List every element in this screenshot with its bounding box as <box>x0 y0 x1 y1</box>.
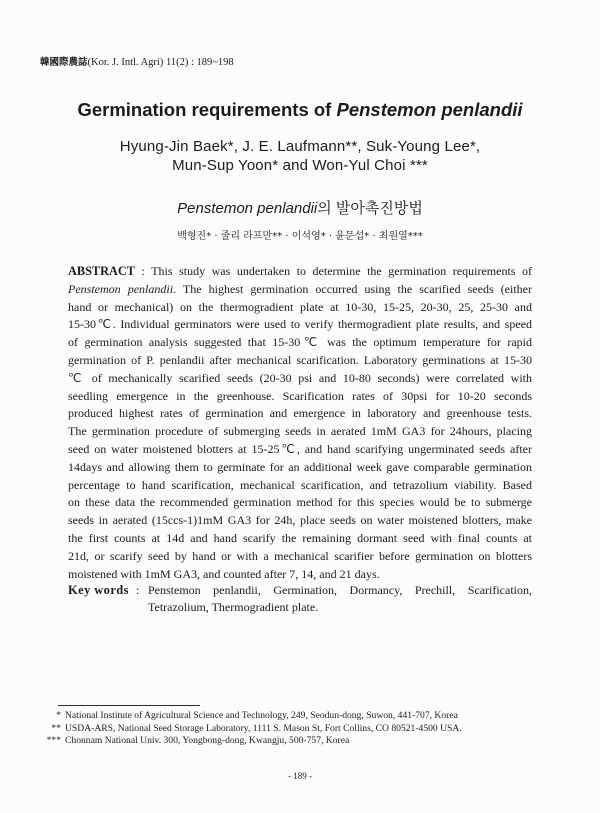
footnotes <box>40 710 462 748</box>
abstract-line: hand or mechanical) on the thermogradient plate at 10-30, 15-25, 20-30, 25, 25-30 and <box>68 299 532 314</box>
korean-title-text: 의 발아촉진방법 <box>317 200 423 217</box>
korean-title <box>0 200 600 218</box>
abstract <box>68 263 532 583</box>
abstract-label: ABSTRACT <box>68 264 135 278</box>
authors-line: Mun-Sup Yoon* and Won-Yul Choi *** <box>172 156 428 174</box>
footnote <box>40 710 462 723</box>
keywords-line: Tetrazolium, Thermogradient plate. <box>148 600 319 614</box>
footnote-text: USDA-ARS, National Seed Storage Laboratory, 1111 S. Mason St, Fort Collins, CO 80521-4500 USA. <box>65 722 462 734</box>
abstract-line: seeds in aerated (15ccs-1)1mM GA3 for 24h, place seeds on water moistened blotters, make <box>68 513 532 528</box>
keywords-line: Penstemon penlandii, Germination, Dormancy, Prechill, Scarification, <box>148 582 532 597</box>
keywords-list <box>148 582 532 617</box>
abstract-line: of germination analysis suggested that 15-30℃ was the optimum temperature for rapid <box>68 335 532 350</box>
journal-name-korean: 韓國際農誌 <box>40 57 88 68</box>
abstract-line: 21d, or scarify seed by hand or with a mechanical scarifier before germination on blotters <box>68 548 532 563</box>
footnote-text: Chonnam National Univ. 300, Yongbong-dong, Kwangju, 500-757, Korea <box>65 735 350 746</box>
authors <box>0 137 600 175</box>
abstract-line <box>68 263 532 281</box>
footnote-text: National Institute of Agricultural Science and Technology, 249, Seodun-dong, Suwon, 441-707, Korea <box>65 710 458 721</box>
authors-line: Hyung-Jin Baek*, J. E. Laufmann**, Suk-Young Lee*, <box>119 137 481 155</box>
footnote <box>40 723 462 736</box>
keywords <box>68 582 532 618</box>
footnote-mark: * <box>56 710 61 721</box>
abstract-separator: : <box>141 264 145 278</box>
abstract-line: seedling emergence in the greenhouse. Scarification rates of 30psi for 10-20 seconds <box>68 388 532 403</box>
korean-authors: 백형진* · 줄리 라프만** · 이석영* · 윤문섭* · 최원열*** <box>177 231 423 242</box>
page-number: - 189 - <box>288 771 312 781</box>
korean-title-species: Penstemon penlandii <box>177 200 318 217</box>
abstract-line: on these data the recommended germination method for this species would be to submerge <box>68 495 532 510</box>
title-text: Germination requirements of <box>77 99 332 120</box>
abstract-line: 14days and allowing them to germinate for an additional week gave comparable germination <box>68 459 532 474</box>
abstract-text: . The highest germination occurred using the scarified seeds (either <box>173 281 533 296</box>
abstract-text: This study was undertaken to determine the germination requirements of <box>151 264 532 278</box>
keywords-label: Key words <box>68 582 129 597</box>
abstract-line: germination of P. penlandii after mechanical scarification. Laboratory germinations at 15-30 <box>68 352 532 367</box>
journal-citation: (Kor. J. Intl. Agri) 11(2) : 189~198 <box>87 57 234 68</box>
abstract-line: moistened with 1mM GA3, and counted after 7, 14, and 21 days. <box>68 566 380 581</box>
footnote-rule <box>58 705 200 706</box>
journal-header <box>40 56 234 69</box>
abstract-line: percentage to hand scarification, mechanical scarification, and tetrazolium viability. Based <box>68 477 532 492</box>
keywords-separator: : <box>136 582 140 597</box>
title-species: Penstemon penlandii <box>336 99 523 120</box>
abstract-line: produced highest rates of germination and emergence in laboratory and greenhouse tests. <box>68 406 532 421</box>
abstract-line: 15-30℃. Individual germinators were used to verify thermogradient plate results, and speed <box>68 317 532 332</box>
footnote-mark: *** <box>46 735 61 746</box>
abstract-line: The germination procedure of submerging seeds in aerated 1mM GA3 for 24hours, placing <box>68 424 532 439</box>
abstract-line: seed on water moistened blotters at 15-25℃, and hand scarifying ungerminated seeds after <box>68 441 532 456</box>
footnote-mark: ** <box>51 722 61 734</box>
footnote <box>40 735 462 748</box>
abstract-line: the first counts at 14d and hand scarify the remaining dormant seed with final counts at <box>68 530 532 545</box>
abstract-line: ℃ of mechanically scarified seeds (20-30 psi and 10-80 seconds) were correlated with <box>68 370 532 385</box>
abstract-line <box>68 281 532 299</box>
species-name: Penstemon penlandii <box>68 281 174 296</box>
paper-title <box>0 99 600 121</box>
